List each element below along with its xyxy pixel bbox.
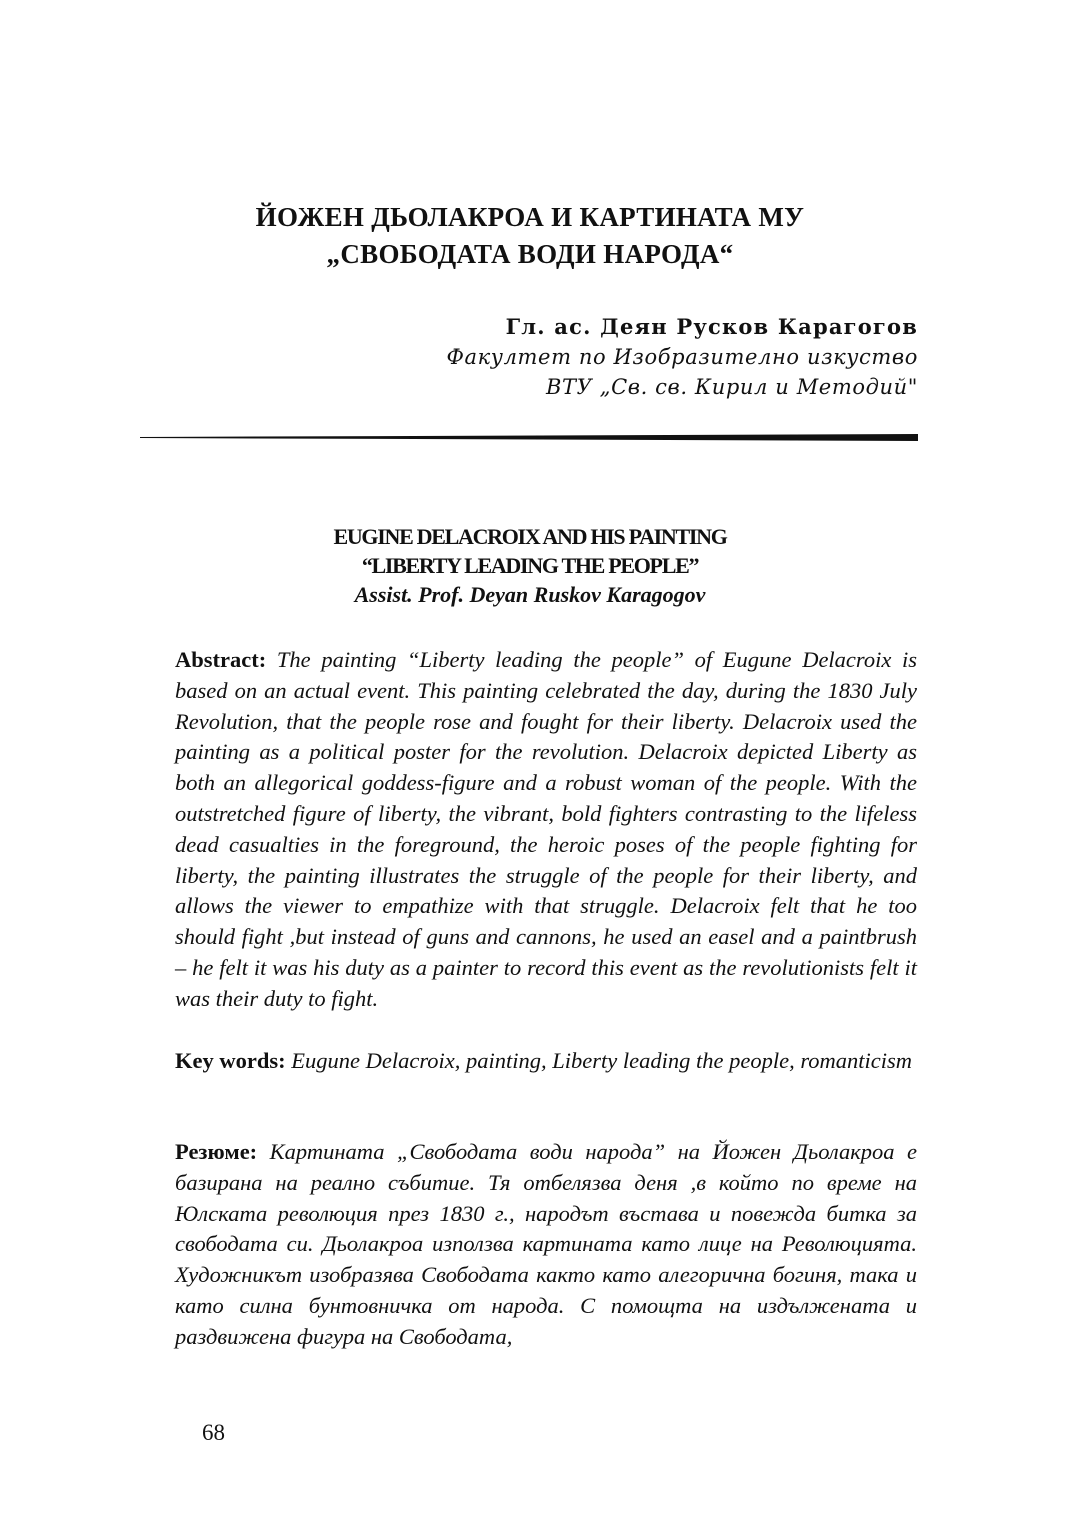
affiliation-university: ВТУ „Св. св. Кирил и Методий"	[545, 375, 918, 399]
resume-text: Картината „Свободата води народа” на Йожен Дьолакроа е базирана на реално събитие. Тя отбелязва деня ,в който по време на Юлската революция през 1830 г., народът въстава и повежда битка за свободата си. Дьолакроа използва картината като лице на Революцията. Художникът изобразява Свободата както като алегорична богиня, така и като силна бунтовничка от народа. С помощта на издължената и раздвижена фигура на Свободата,	[175, 1139, 917, 1349]
english-title-line-1: EUGINE DELACROIX AND HIS PAINTING	[333, 524, 727, 549]
english-title-line-2: “LIBERTY LEADING THE PEOPLE”	[361, 553, 699, 578]
abstract-paragraph	[175, 645, 917, 1015]
affiliation-faculty: Факултет по Изобразително изкуство	[446, 345, 918, 369]
abstract-text: The painting “Liberty leading the people” of Eugune Delacroix is based on an actual event. This painting celebrated the day, during the 1830 July Revolution, that the people rose and fought for their liberty. Delacroix used the painting as a political poster for the revolution. Delacroix depicted Liberty as both an allegorical goddess-figure and a robust woman of the people. With the outstretched figure of liberty, the vibrant, bold fighters contrasting to the lifeless dead casualties in the foreground, the heroic poses of the people fighting for liberty, the painting illustrates the struggle of the people for their liberty, and allows the viewer to empathize with that struggle. Delacroix felt that he too should fight ,but instead of guns and cannons, he used an easel and a paintbrush – he felt it was his duty as a painter to record this event as the revolutionists felt it was their duty to fight.	[175, 647, 917, 1011]
resume-label: Резюме:	[175, 1139, 258, 1164]
abstract-label: Abstract:	[175, 647, 267, 672]
article-title	[140, 199, 920, 273]
resume-paragraph	[175, 1137, 917, 1353]
keywords-label: Key words:	[175, 1048, 286, 1073]
article-title-line-1: ЙОЖЕН ДЬОЛАКРОА И КАРТИНАТА МУ	[255, 202, 805, 232]
keywords-text: Eugune Delacroix, painting, Liberty leading the people, romanticism	[291, 1048, 912, 1073]
english-header	[140, 522, 920, 609]
english-author: Assist. Prof. Deyan Ruskov Karagogov	[354, 582, 706, 607]
keywords-paragraph	[175, 1046, 917, 1077]
title-divider	[140, 434, 918, 441]
author-block	[447, 312, 919, 402]
article-title-line-2: „СВОБОДАТА ВОДИ НАРОДА“	[326, 239, 734, 269]
author-name: Гл. ас. Деян Русков Карагогов	[505, 314, 918, 339]
page-number: 68	[202, 1420, 225, 1445]
